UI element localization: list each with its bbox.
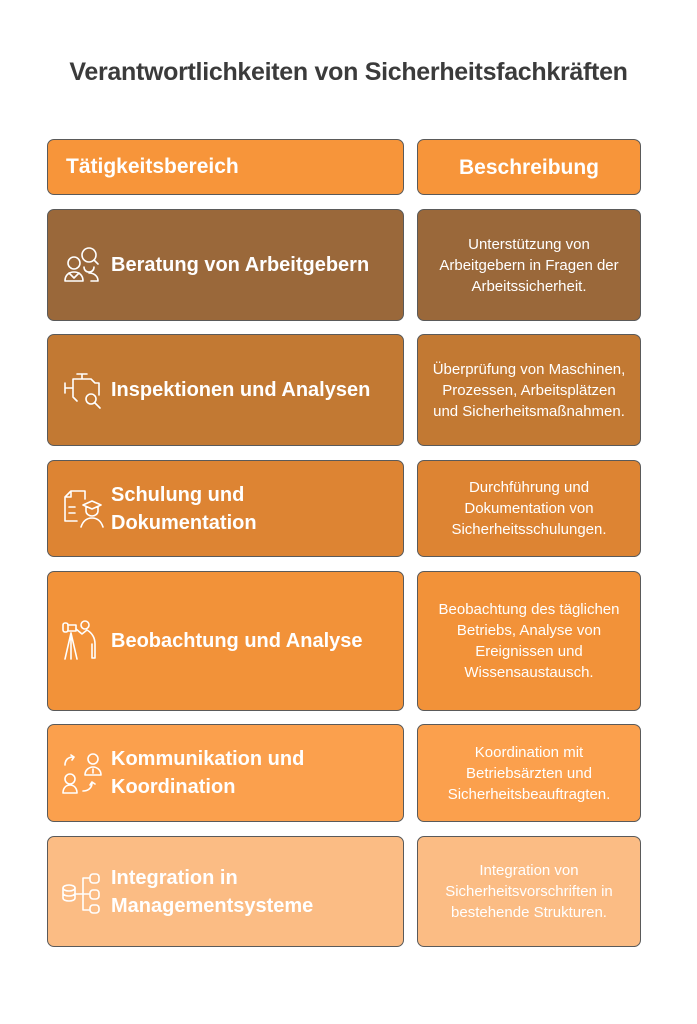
row-label: Kommunikation und Koordination (111, 748, 305, 798)
observer-telescope-icon (61, 619, 105, 663)
row-label: Schulung und Dokumentation (111, 483, 257, 534)
document-graduate-icon (61, 487, 105, 531)
row-left-5 (47, 724, 404, 822)
row-left-2 (47, 334, 404, 446)
header-description (417, 139, 641, 195)
row-description: Unterstützung von Arbeitgebern in Fragen der Arbeitssicherheit. (439, 235, 619, 295)
row-label: Integration in Managementsysteme (111, 866, 314, 917)
row-description-4 (417, 571, 641, 711)
row-left-3 (47, 460, 404, 557)
people-exchange-icon (61, 751, 105, 795)
row-description-6 (417, 836, 641, 947)
row-description: Durchführung und Dokumentation von Sicherheitsschulungen. (451, 479, 607, 538)
row-label: Beobachtung und Analyse (111, 630, 363, 652)
header-activity-area (47, 139, 404, 195)
row-description: Beobachtung des täglichen Betriebs, Analyse von Ereignissen und Wissensaustausch. (438, 601, 620, 681)
database-integration-icon (61, 870, 105, 914)
page-title: Verantwortlichkeiten von Sicherheitsfachkräften (69, 58, 628, 86)
row-description: Überprüfung von Maschinen, Prozessen, Arbeitsplätzen und Sicherheitsmaßnahmen. (432, 360, 626, 420)
people-search-icon (61, 243, 105, 287)
row-description-3 (417, 460, 641, 557)
header-left-label: Tätigkeitsbereich (66, 155, 239, 178)
row-left-6 (47, 836, 404, 947)
pipe-inspection-icon (61, 368, 105, 412)
row-label: Beratung von Arbeitgebern (111, 254, 370, 276)
row-description: Koordination mit Betriebsärzten und Sicherheitsbeauftragten. (447, 743, 611, 803)
row-description-1 (417, 209, 641, 321)
row-left-4 (47, 571, 404, 711)
row-description-5 (417, 724, 641, 822)
row-description: Integration von Sicherheitsvorschriften in bestehende Strukturen. (445, 862, 613, 921)
row-left-1 (47, 209, 404, 321)
row-description-2 (417, 334, 641, 446)
header-right-label: Beschreibung (458, 155, 600, 179)
row-label: Inspektionen und Analysen (111, 379, 371, 401)
